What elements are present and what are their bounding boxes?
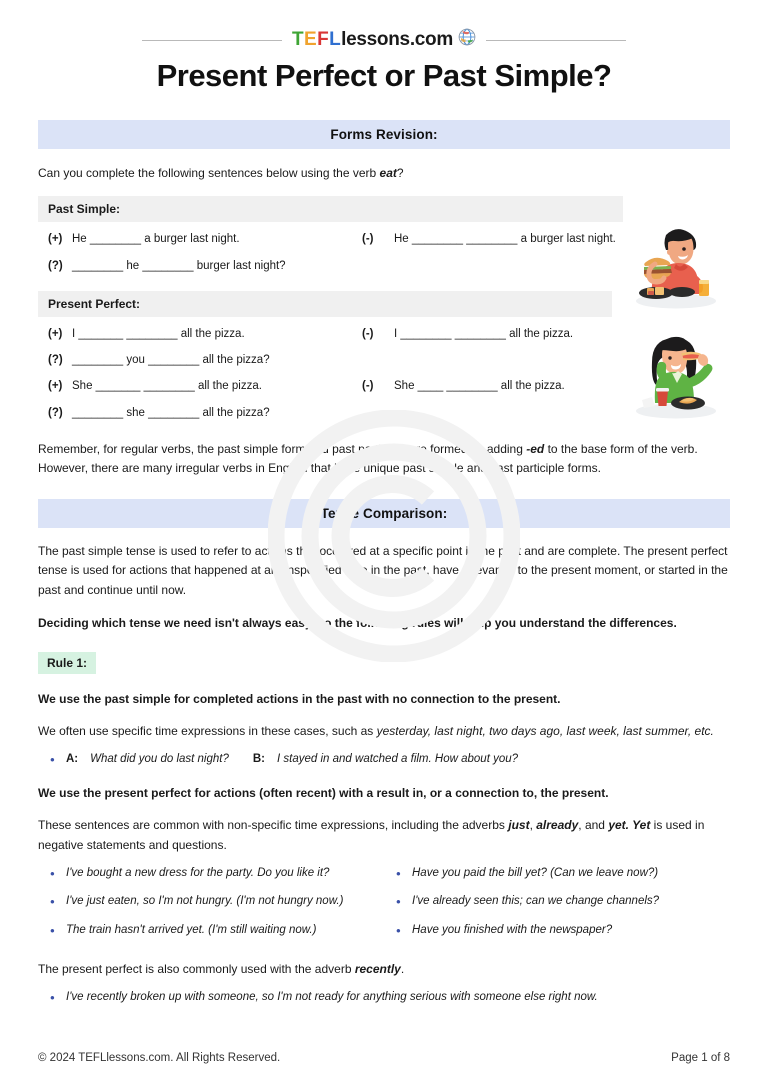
list-item: • I've bought a new dress for the party. Do you like it? xyxy=(38,865,384,882)
header-rule-right xyxy=(486,40,626,41)
logo-word-lessons: lessons.com xyxy=(341,29,453,50)
form-sign-negative: (-) xyxy=(362,327,374,340)
brand-logo[interactable] xyxy=(292,28,476,52)
page-footer xyxy=(38,1052,730,1064)
note-part-1: Remember, for regular verbs, the past simple form and past participle are formed by adding xyxy=(38,441,527,456)
adverb-separator: , xyxy=(529,818,537,833)
speaker-a-label: A: xyxy=(66,752,79,765)
present-perfect-label: Present Perfect: xyxy=(38,291,612,317)
list-item: • The train hasn't arrived yet. (I'm still waiting now.) xyxy=(38,922,384,939)
intro-suffix: ? xyxy=(396,166,404,180)
speaker-b-label: B: xyxy=(252,752,266,765)
form-sign-question: (?) xyxy=(48,406,63,419)
woman-eating-pizza-illustration xyxy=(624,332,724,420)
man-eating-burger-illustration xyxy=(624,222,724,310)
logo-letter-t: T xyxy=(292,29,305,50)
form-sign-negative: (-) xyxy=(362,380,374,393)
globe-icon xyxy=(458,28,476,52)
header-rule-left xyxy=(142,40,282,41)
form-sign-negative: (-) xyxy=(362,233,374,246)
form-sentence-negative[interactable]: She ____ ________ all the pizza. xyxy=(394,380,565,393)
rule-1-tag: Rule 1: xyxy=(38,652,96,674)
form-sign-question: (?) xyxy=(48,259,63,272)
logo-letter-e: E xyxy=(304,29,318,50)
tense-comparison-lead: Deciding which tense we need isn't always easy, so the following rules will help you understand the differences. xyxy=(38,616,677,631)
list-item: • I've already seen this; can we change channels? xyxy=(384,893,730,910)
form-sentence-negative[interactable]: I ________ ________ all the pizza. xyxy=(394,327,574,340)
adverb-just: just xyxy=(508,818,530,833)
rule-1-time-expressions xyxy=(38,722,730,741)
form-sentence-positive[interactable]: He ________ a burger last night. xyxy=(72,233,240,246)
form-sentence-negative[interactable]: He ________ ________ a burger last night. xyxy=(394,233,616,246)
adverb-recently: recently xyxy=(354,961,401,976)
recently-example-list xyxy=(38,989,730,1006)
past-simple-label: Past Simple: xyxy=(38,196,623,222)
intro-prefix: Can you complete the following sentences below using the verb xyxy=(38,166,380,180)
list-item: • I've just eaten, so I'm not hungry. (I'm not hungry now.) xyxy=(38,893,384,910)
forms-revision-band: Forms Revision: xyxy=(38,120,730,149)
time-expressions-list: yesterday, last night, two days ago, last week, last summer, etc. xyxy=(376,723,714,738)
form-sentence-question[interactable]: ________ he ________ burger last night? xyxy=(72,259,286,272)
recently-sentence xyxy=(38,960,730,979)
logo-letter-l: L xyxy=(329,29,342,50)
regular-verbs-note xyxy=(38,440,730,479)
rule-1-dialogue-list xyxy=(38,751,730,768)
list-item: • Have you finished with the newspaper? xyxy=(384,922,730,939)
form-sentence-positive[interactable]: She _______ ________ all the pizza. xyxy=(72,380,262,393)
adverb-already: already xyxy=(536,818,579,833)
adverbs-prefix: These sentences are common with non-specific time expressions, including the adverbs xyxy=(38,818,509,833)
adverbs-suffix: is used in negative statements and questions. xyxy=(38,818,705,852)
footer-copyright: © 2024 TEFLlessons.com. All Rights Reserved. xyxy=(38,1052,281,1064)
speaker-a-text: What did you do last night? xyxy=(90,752,229,765)
rule-1-present-perfect-heading: We use the present perfect for actions (often recent) with a result in, or a connection to, the present. xyxy=(38,786,609,801)
form-sign-positive: (+) xyxy=(48,380,63,393)
form-sign-positive: (+) xyxy=(48,327,63,340)
list-item: • Have you paid the bill yet? (Can we leave now?) xyxy=(384,865,730,882)
examples-right-column xyxy=(384,865,730,950)
list-item xyxy=(38,751,730,768)
adverb-yet: yet. Yet xyxy=(608,818,651,833)
intro-verb: eat xyxy=(379,166,397,180)
page-title: Present Perfect or Past Simple? xyxy=(156,58,612,93)
rule-1-past-simple-heading: We use the past simple for completed actions in the past with no connection to the present. xyxy=(38,691,561,706)
time-expressions-prefix: We often use specific time expressions in these cases, such as xyxy=(38,723,377,738)
forms-revision-intro xyxy=(38,165,730,182)
examples-left-column xyxy=(38,865,384,950)
logo-letter-f: F xyxy=(317,29,330,50)
footer-page-indicator: Page 1 of 8 xyxy=(671,1052,730,1064)
form-sentence-question[interactable]: ________ she ________ all the pizza? xyxy=(72,406,270,419)
list-item: • I've recently broken up with someone, so I'm not ready for anything serious with someone else right now. xyxy=(38,989,730,1006)
tense-comparison-band: Tense Comparison: xyxy=(38,499,730,528)
note-part-2: to the base form of the verb. However, there are many irregular verbs in English that have unique past simple and past participle forms. xyxy=(38,441,698,476)
speaker-b-text: I stayed in and watched a film. How about you? xyxy=(277,752,519,765)
brand-header xyxy=(0,0,768,50)
form-sentence-positive[interactable]: I _______ ________ all the pizza. xyxy=(72,327,245,340)
note-ed-suffix: -ed xyxy=(526,441,545,456)
form-sign-positive: (+) xyxy=(48,233,63,246)
adverbs-mid: , and xyxy=(578,818,609,833)
form-sentence-question[interactable]: ________ you ________ all the pizza? xyxy=(72,354,270,367)
rule-1-examples-columns xyxy=(38,865,730,950)
form-sign-question: (?) xyxy=(48,354,63,367)
recently-prefix: The present perfect is also commonly used with the adverb xyxy=(38,961,355,976)
rule-1-adverbs-sentence xyxy=(38,816,730,855)
tense-comparison-paragraph: The past simple tense is used to refer to actions that occurred at a specific point in the past and are complete. The present perfect tense is used for actions that happened at an unspecified time in the past, have relevance to the present moment, or started in the past and continue until now. xyxy=(38,543,728,597)
recently-suffix: . xyxy=(400,961,405,976)
